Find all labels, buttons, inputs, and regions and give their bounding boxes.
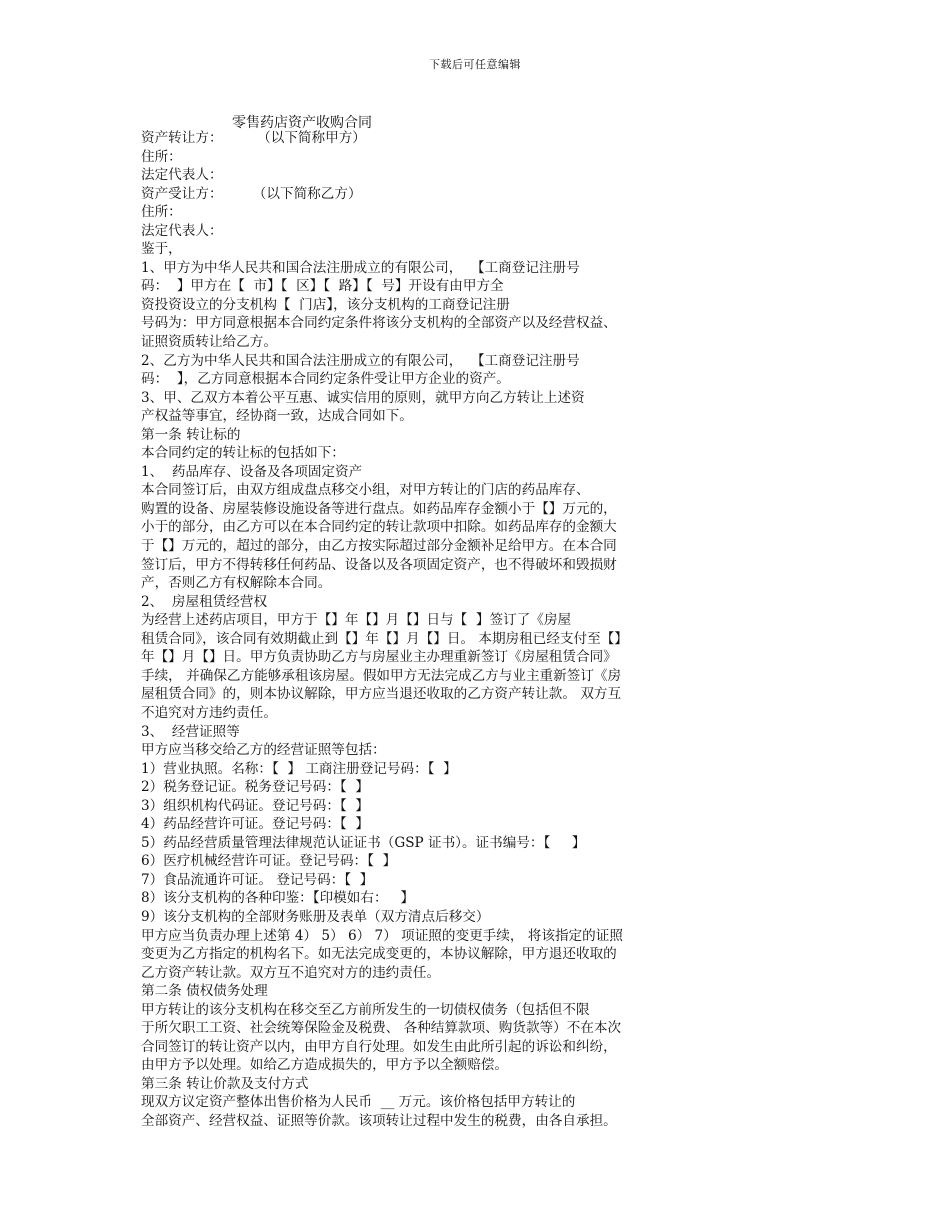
document-line: 1、 药品库存、设备及各项固定资产 bbox=[141, 463, 363, 480]
document-line: 9）该分支机构的全部财务账册及表单（双方清点后移交） bbox=[141, 908, 490, 925]
document-line: 3、甲、乙双方本着公平互惠、诚实信用的原则，就甲方向乙方转让上述资 bbox=[141, 389, 585, 406]
document-line: 甲方应当移交给乙方的经营证照等包括： bbox=[141, 742, 386, 759]
document-line: 购置的设备、房屋装修设施设备等进行盘点。如药品库存金额小于【】万元的， bbox=[141, 500, 617, 517]
document-line: 3、 经营证照等 bbox=[141, 723, 240, 740]
document-line: 于所欠职工工资、社会统筹保险金及税费、 各种结算款项、购货款等）不在本次 bbox=[141, 1020, 622, 1037]
document-line: 屋租赁合同》的，则本协议解除，甲方应当退还收取的乙方资产转让款。 双方互 bbox=[141, 686, 622, 703]
document-line: 第二条 债权债务处理 bbox=[141, 983, 268, 1000]
document-line: 1、甲方为中华人民共和国合法注册成立的有限公司， 【工商登记注册号 bbox=[141, 259, 580, 276]
document-line: 签订后，甲方不得转移任何药品、设备以及各项固定资产，也不得破坏和毁损财 bbox=[141, 556, 617, 573]
document-line: 证照资质转让给乙方。 bbox=[141, 334, 277, 351]
document-line: 本合同签订后，由双方组成盘点移交小组，对甲方转让的门店的药品库存、 bbox=[141, 482, 590, 499]
document-line: 4）药品经营许可证。登记号码：【 】 bbox=[141, 816, 369, 833]
document-line: 租赁合同》，该合同有效期截止到【】年【】月【】日。 本期房租已经支付至【】 bbox=[141, 630, 628, 647]
document-line: 2、 房屋租赁经营权 bbox=[141, 593, 268, 610]
document-line: 于【】万元的，超过的部分，由乙方按实际超过部分金额补足给甲方。在本合同 bbox=[141, 538, 617, 555]
document-line: 1）营业执照。名称：【 】 工商注册登记号码：【 】 bbox=[141, 760, 457, 777]
document-line: 2、乙方为中华人民共和国合法注册成立的有限公司， 【工商登记注册号 bbox=[141, 352, 580, 369]
document-line: 为经营上述药店项目，甲方于【】年【】月【】日与【 】签订了《房屋 bbox=[141, 612, 572, 629]
document-line: 资投资设立的分支机构【 门店】，该分支机构的工商登记注册 bbox=[141, 296, 510, 313]
document-line: 第一条 转让标的 bbox=[141, 426, 241, 443]
document-line: 第三条 转让价款及支付方式 bbox=[141, 1075, 309, 1092]
document-line: 由甲方予以处理。如给乙方造成损失的，甲方予以全额赔偿。 bbox=[141, 1057, 509, 1074]
document-line: 法定代表人： bbox=[141, 167, 223, 184]
document-line: 小于的部分，由乙方可以在本合同约定的转让款项中扣除。如药品库存的金额大 bbox=[141, 519, 617, 536]
document-line: 2）税务登记证。税务登记号码：【 】 bbox=[141, 779, 369, 796]
document-line: 变更为乙方指定的机构名下。如无法完成变更的，本协议解除，甲方退还收取的 bbox=[141, 946, 617, 963]
document-line: 产权益等事宜，经协商一致，达成合同如下。 bbox=[141, 408, 413, 425]
document-line: 乙方资产转让款。双方互不追究对方的违约责任。 bbox=[141, 964, 441, 981]
document-line: 年【】月【】日。甲方负责协助乙方与房屋业主办理重新签订《房屋租赁合同》 bbox=[141, 649, 617, 666]
document-line: 手续， 并确保乙方能够承租该房屋。假如甲方无法完成乙方与业主重新签订《房 bbox=[141, 667, 622, 684]
document-line: 本合同约定的转让标的包括如下： bbox=[141, 445, 345, 462]
document-line: 法定代表人： bbox=[141, 222, 223, 239]
document-line: 资产转让方： （以下简称甲方） bbox=[141, 130, 366, 146]
document-line: 资产受让方： （以下简称乙方） bbox=[141, 185, 362, 202]
document-line: 住所： bbox=[141, 148, 182, 165]
page-header-note: 下载后可任意编辑 bbox=[429, 58, 521, 71]
document-line: 合同签订的转让资产以内，由甲方自行处理。如发生由此所引起的诉讼和纠纷， bbox=[141, 1038, 617, 1055]
document-line: 8）该分支机构的各种印鉴：【印模如右： 】 bbox=[141, 890, 415, 907]
document-line: 甲方转让的该分支机构在移交至乙方前所发生的一切债权债务（包括但不限 bbox=[141, 1001, 590, 1018]
document-line: 鉴于， bbox=[141, 241, 182, 258]
document-line: 6）医疗机械经营许可证。登记号码：【 】 bbox=[141, 853, 397, 870]
document-line: 甲方应当负责办理上述第 4） 5） 6） 7） 项证照的变更手续， 将该指定的证照 bbox=[141, 927, 623, 944]
document-line: 住所： bbox=[141, 204, 182, 221]
document-line: 5）药品经营质量管理法律规范认证证书（GSP 证书）。证书编号：【 】 bbox=[141, 834, 586, 851]
document-title: 零售药店资产收购合同 bbox=[232, 115, 372, 131]
document-line: 3）组织机构代码证。登记号码：【 】 bbox=[141, 797, 369, 814]
document-line: 全部资产、经营权益、证照等价款。该项转让过程中发生的税费，由各自承担。 bbox=[141, 1112, 617, 1129]
document-line: 码： 】甲方在【 市】【 区】【 路】【 号】开设有由甲方全 bbox=[141, 278, 504, 295]
document-line: 码： 】，乙方同意根据本合同约定条件受让甲方企业的资产。 bbox=[141, 371, 510, 388]
document-line: 号码为：甲方同意根据本合同约定条件将该分支机构的全部资产以及经营权益、 bbox=[141, 315, 617, 332]
document-line: 不追究对方违约责任。 bbox=[141, 704, 277, 721]
document-body bbox=[141, 129, 701, 1131]
document-line: 产，否则乙方有权解除本合同。 bbox=[141, 575, 332, 592]
document-line: 现双方议定资产整体出售价格为人民币 __ 万元。该价格包括甲方转让的 bbox=[141, 1094, 576, 1111]
document-line: 7）食品流通许可证。 登记号码：【 】 bbox=[141, 871, 374, 888]
